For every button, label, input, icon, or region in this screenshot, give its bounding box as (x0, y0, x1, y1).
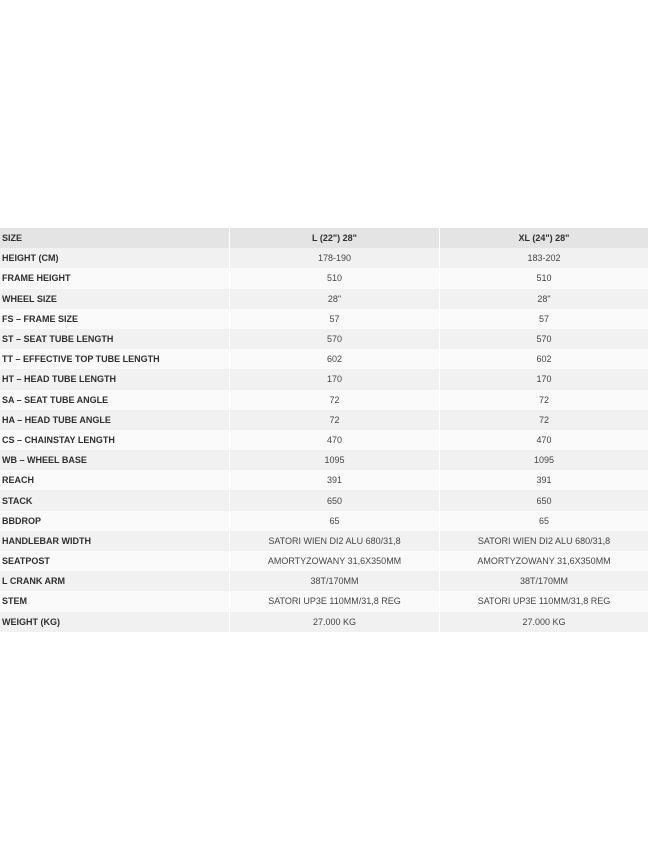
row-value-l: 391 (229, 470, 439, 490)
row-value-l: 178-190 (229, 248, 439, 268)
row-value-xl: 28" (439, 289, 648, 309)
row-label: REACH (0, 470, 229, 490)
geometry-spec-table (0, 228, 648, 632)
row-value-l: SATORI WIEN DI2 ALU 680/31,8 (229, 531, 439, 551)
table-row (0, 470, 648, 490)
row-value-l: 72 (229, 390, 439, 410)
row-value-l: 65 (229, 511, 439, 531)
table-row (0, 289, 648, 309)
row-label: WHEEL SIZE (0, 289, 229, 309)
row-value-l: 470 (229, 430, 439, 450)
row-value-xl: 470 (439, 430, 648, 450)
row-value-xl: 570 (439, 329, 648, 349)
row-label: STEM (0, 591, 229, 611)
row-value-xl: 170 (439, 369, 648, 389)
row-value-l: 510 (229, 268, 439, 288)
table-row (0, 571, 648, 591)
table-row (0, 612, 648, 632)
row-value-xl: 391 (439, 470, 648, 490)
row-label: SA – SEAT TUBE ANGLE (0, 390, 229, 410)
row-value-xl: 65 (439, 511, 648, 531)
row-value-xl: SATORI UP3E 110MM/31,8 REG (439, 591, 648, 611)
table-body (0, 248, 648, 632)
row-value-l: 602 (229, 349, 439, 369)
row-value-xl: 183-202 (439, 248, 648, 268)
row-value-l: 1095 (229, 450, 439, 470)
row-value-l: 38T/170MM (229, 571, 439, 591)
row-label: WB – WHEEL BASE (0, 450, 229, 470)
row-value-xl: 27.000 KG (439, 612, 648, 632)
header-size-xl: XL (24") 28" (439, 228, 648, 248)
row-label: L CRANK ARM (0, 571, 229, 591)
row-label: STACK (0, 490, 229, 510)
row-value-l: 57 (229, 309, 439, 329)
row-value-l: 170 (229, 369, 439, 389)
table-row (0, 591, 648, 611)
row-value-xl: 72 (439, 390, 648, 410)
row-value-xl: 57 (439, 309, 648, 329)
row-label: CS – CHAINSTAY LENGTH (0, 430, 229, 450)
row-value-xl: 38T/170MM (439, 571, 648, 591)
row-value-xl: 1095 (439, 450, 648, 470)
row-value-l: 28" (229, 289, 439, 309)
row-label: FS – FRAME SIZE (0, 309, 229, 329)
row-value-l: 650 (229, 490, 439, 510)
row-label: HANDLEBAR WIDTH (0, 531, 229, 551)
row-value-l: 27.000 KG (229, 612, 439, 632)
row-label: BBDROP (0, 511, 229, 531)
row-value-xl: SATORI WIEN DI2 ALU 680/31,8 (439, 531, 648, 551)
header-size-l: L (22") 28" (229, 228, 439, 248)
table-row (0, 268, 648, 288)
row-value-l: 72 (229, 410, 439, 430)
row-label: HEIGHT (CM) (0, 248, 229, 268)
row-label: HA – HEAD TUBE ANGLE (0, 410, 229, 430)
table-row (0, 490, 648, 510)
table-row (0, 369, 648, 389)
table-row (0, 329, 648, 349)
row-value-xl: AMORTYZOWANY 31,6X350MM (439, 551, 648, 571)
row-label: HT – HEAD TUBE LENGTH (0, 369, 229, 389)
table-row (0, 349, 648, 369)
row-value-l: AMORTYZOWANY 31,6X350MM (229, 551, 439, 571)
row-value-l: SATORI UP3E 110MM/31,8 REG (229, 591, 439, 611)
row-label: WEIGHT (KG) (0, 612, 229, 632)
row-value-xl: 72 (439, 410, 648, 430)
table-row (0, 531, 648, 551)
table-row (0, 390, 648, 410)
table-row (0, 248, 648, 268)
table-row (0, 511, 648, 531)
row-label: FRAME HEIGHT (0, 268, 229, 288)
table-row (0, 410, 648, 430)
row-value-xl: 510 (439, 268, 648, 288)
table-row (0, 450, 648, 470)
row-label: TT – EFFECTIVE TOP TUBE LENGTH (0, 349, 229, 369)
row-value-l: 570 (229, 329, 439, 349)
row-value-xl: 650 (439, 490, 648, 510)
row-label: ST – SEAT TUBE LENGTH (0, 329, 229, 349)
table-row (0, 309, 648, 329)
header-size-label: SIZE (0, 228, 229, 248)
table-header-row (0, 228, 648, 248)
table-row (0, 551, 648, 571)
table-row (0, 430, 648, 450)
row-label: SEATPOST (0, 551, 229, 571)
row-value-xl: 602 (439, 349, 648, 369)
